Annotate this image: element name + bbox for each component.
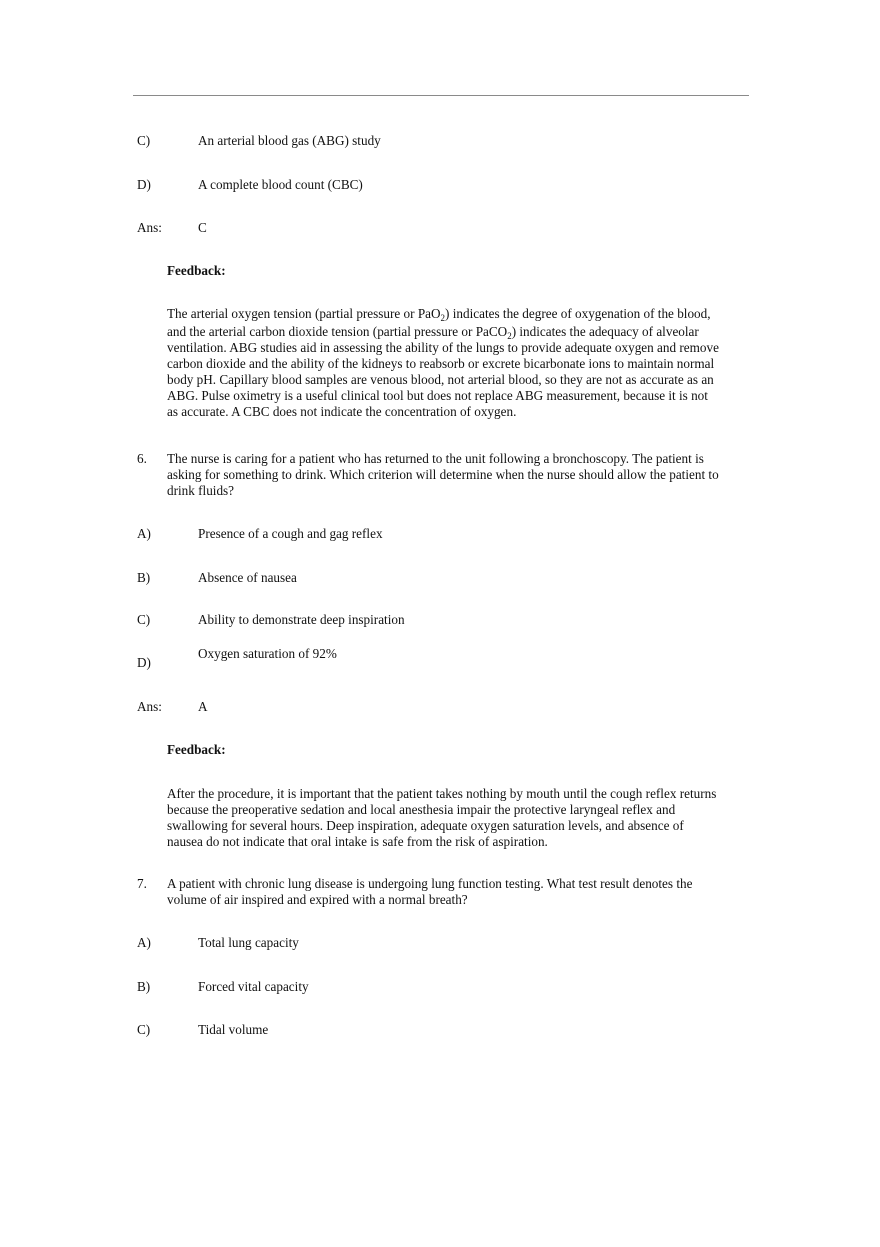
- option-letter: C): [137, 612, 151, 627]
- stem-line: volume of air inspired and expired with a normal breath?: [167, 892, 468, 907]
- feedback-line: After the procedure, it is important that the patient takes nothing by mouth until the cough reflex returns: [167, 786, 717, 801]
- question-number: 7.: [137, 876, 147, 891]
- answer-label: Ans:: [137, 220, 162, 235]
- option-letter: A): [137, 935, 151, 950]
- stem-line: A patient with chronic lung disease is undergoing lung function testing. What test result denotes the: [167, 876, 693, 891]
- option-letter: C): [137, 133, 151, 148]
- option-text: Absence of nausea: [198, 570, 297, 585]
- feedback-line: as accurate. A CBC does not indicate the concentration of oxygen.: [167, 404, 517, 419]
- feedback-line: because the preoperative sedation and local anesthesia impair the protective laryngeal reflex and: [167, 802, 676, 817]
- option-text: Ability to demonstrate deep inspiration: [198, 612, 405, 627]
- feedback-paragraph: [167, 786, 752, 850]
- header-rule: [133, 95, 749, 96]
- feedback-line: swallowing for several hours. Deep inspiration, adequate oxygen saturation levels, and absence of: [167, 818, 684, 833]
- feedback-line: carbon dioxide and the ability of the kidneys to reabsorb or excrete bicarbonate ions to maintain normal: [167, 356, 715, 371]
- feedback-label: Feedback:: [167, 742, 226, 757]
- feedback-label: Feedback:: [167, 263, 226, 278]
- option-letter: A): [137, 526, 151, 541]
- option-text: Presence of a cough and gag reflex: [198, 526, 383, 541]
- answer-value: A: [198, 699, 208, 714]
- question-stem: [167, 451, 752, 499]
- answer-label: Ans:: [137, 699, 162, 714]
- question-number: 6.: [137, 451, 147, 466]
- option-text: An arterial blood gas (ABG) study: [198, 133, 381, 148]
- option-text: Total lung capacity: [198, 935, 299, 950]
- answer-value: C: [198, 220, 207, 235]
- stem-line: The nurse is caring for a patient who has returned to the unit following a bronchoscopy. The patient is: [167, 451, 704, 466]
- feedback-line: ventilation. ABG studies aid in assessing the ability of the lungs to provide adequate oxygen and remove: [167, 340, 719, 355]
- option-text: Oxygen saturation of 92%: [198, 646, 337, 661]
- question-stem: [167, 876, 752, 908]
- stem-line: asking for something to drink. Which criterion will determine when the nurse should allow the patient to: [167, 467, 719, 482]
- option-letter: B): [137, 570, 151, 585]
- option-letter: B): [137, 979, 151, 994]
- option-text: Forced vital capacity: [198, 979, 309, 994]
- feedback-line: The arterial oxygen tension (partial pressure or PaO$_2$) indicates the degree of oxygenation of the blood,: [167, 306, 711, 323]
- option-letter: D): [137, 655, 151, 670]
- feedback-line: and the arterial carbon dioxide tension (partial pressure or PaCO$_2$) indicates the adequacy of alveolar: [167, 324, 699, 341]
- option-letter: D): [137, 177, 151, 192]
- option-text: Tidal volume: [198, 1022, 269, 1037]
- feedback-line: nausea do not indicate that oral intake is safe from the risk of aspiration.: [167, 834, 548, 849]
- option-letter: C): [137, 1022, 151, 1037]
- stem-line: drink fluids?: [167, 483, 235, 498]
- feedback-line: body pH. Capillary blood samples are venous blood, not arterial blood, so they are not as accurate as an: [167, 372, 714, 387]
- feedback-line: ABG. Pulse oximetry is a useful clinical tool but does not replace ABG measurement, because it is not: [167, 388, 708, 403]
- feedback-paragraph: [167, 306, 752, 420]
- option-text: A complete blood count (CBC): [198, 177, 363, 192]
